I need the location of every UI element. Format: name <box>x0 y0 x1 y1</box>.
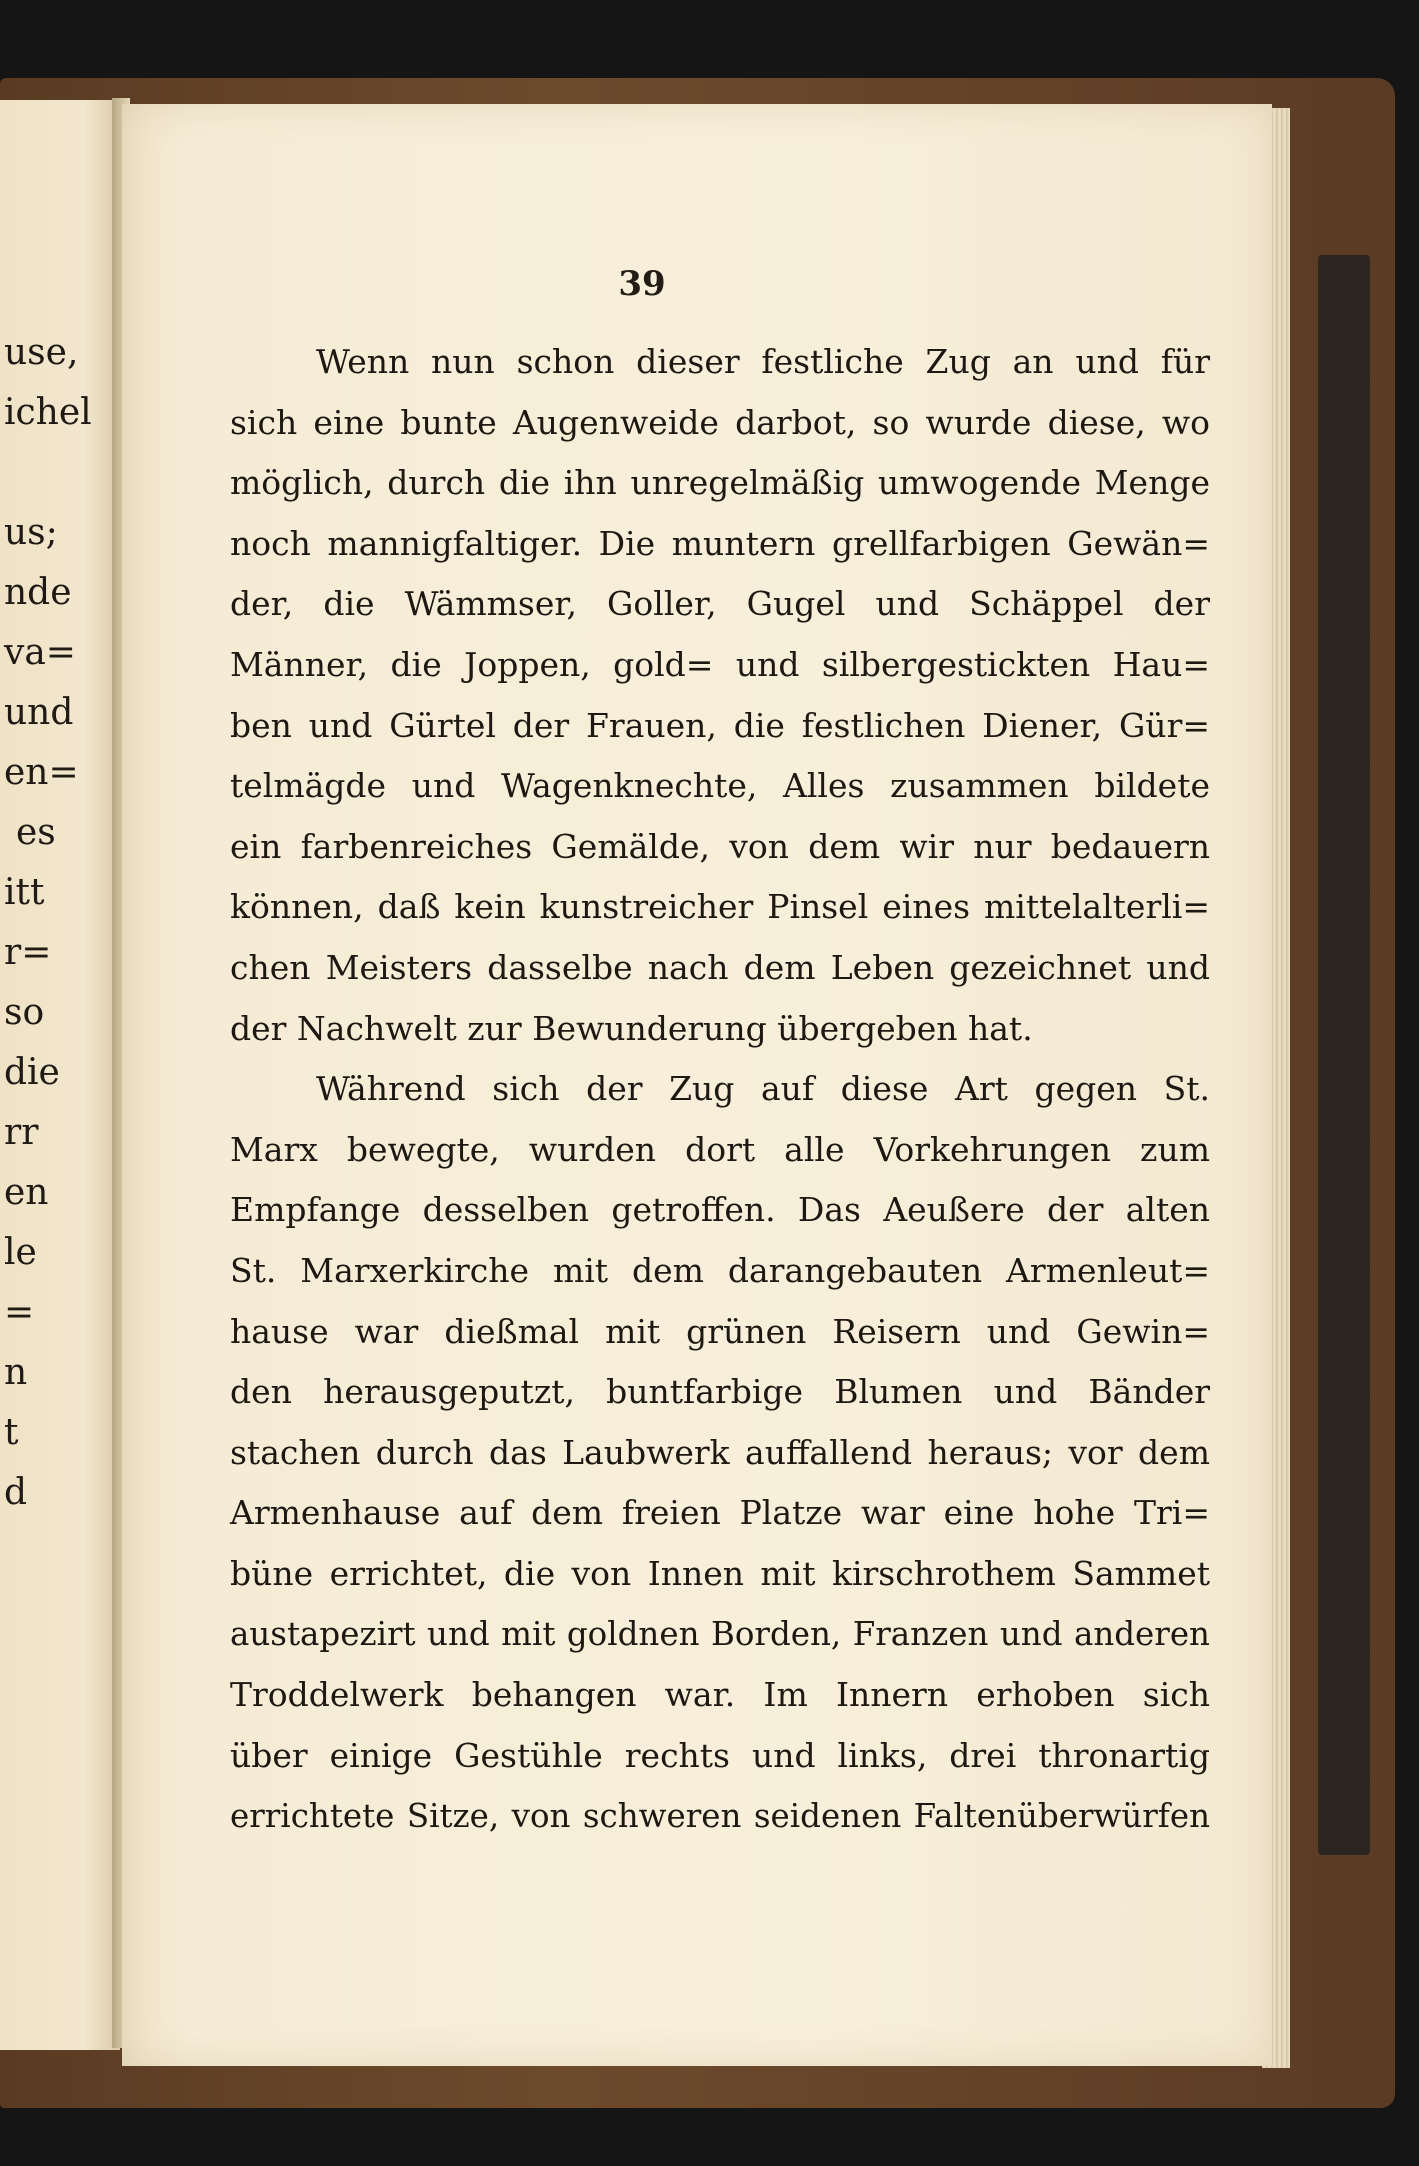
text-line: Empfange desselben getroffen. Das Aeußere der alten <box>230 1190 1210 1230</box>
left-page-fragment: d <box>4 1472 28 1513</box>
left-page-fragment: va= <box>4 632 76 673</box>
text-line: Männer, die Joppen, gold= und silbergestickten Hau= <box>230 644 1210 684</box>
left-page-fragment: itt <box>4 872 45 913</box>
text-line: möglich, durch die ihn unregelmäßig umwogende Menge <box>230 463 1210 503</box>
text-line: Marx bewegte, wurden dort alle Vorkehrungen zum <box>230 1129 1210 1169</box>
left-page-fragment: en= <box>4 752 79 793</box>
left-page-fragment: t <box>4 1412 19 1453</box>
text-line: noch mannigfaltiger. Die muntern grellfarbigen Gewän= <box>230 523 1210 563</box>
left-page-fragment: le <box>4 1232 37 1273</box>
left-page-fragment: r= <box>4 932 52 973</box>
text-line: telmägde und Wagenknechte, Alles zusammen bildete <box>230 766 1210 806</box>
text-line: ben und Gürtel der Frauen, die festlichen Diener, Gür= <box>230 705 1210 745</box>
text-line: können, daß kein kunstreicher Pinsel eines mittelalterli= <box>230 887 1210 927</box>
right-page <box>122 104 1272 2066</box>
text-line: Troddelwerk behangen war. Im Innern erhoben sich <box>230 1675 1210 1715</box>
text-line: hause war dießmal mit grünen Reisern und Gewin= <box>230 1311 1210 1351</box>
left-page <box>0 100 120 2050</box>
text-line: sich eine bunte Augenweide darbot, so wurde diese, wo <box>230 402 1210 442</box>
text-line: über einige Gestühle rechts und links, drei thronartig <box>230 1735 1210 1775</box>
left-page-fragment: en <box>4 1172 49 1213</box>
text-line: büne errichtet, die von Innen mit kirschrothem Sammet <box>230 1553 1210 1593</box>
text-line: Während sich der Zug auf diese Art gegen St. <box>316 1069 1210 1109</box>
left-page-fragment: rr <box>4 1112 39 1153</box>
left-page-fragment: es <box>16 812 56 853</box>
text-line: Wenn nun schon dieser festliche Zug an und für <box>316 342 1210 381</box>
page-text <box>230 332 1210 1847</box>
left-page-fragment: so <box>4 992 45 1033</box>
text-line: chen Meisters dasselbe nach dem Leben gezeichnet und <box>230 947 1210 987</box>
text-line: errichtete Sitze, von schweren seidenen Faltenüberwürfen <box>230 1797 1210 1836</box>
left-page-fragment: und <box>4 692 74 733</box>
left-page-fragment: nde <box>4 572 72 613</box>
left-page-fragment: die <box>4 1052 60 1093</box>
left-page-fragment: us; <box>4 512 58 553</box>
text-line: der Nachwelt zur Bewunderung übergeben hat. <box>230 1008 1033 1048</box>
text-line: St. Marxerkirche mit dem darangebauten Armenleut= <box>230 1250 1210 1290</box>
left-page-fragment: use, <box>4 332 79 373</box>
text-line: den herausgeputzt, buntfarbige Blumen und Bänder <box>230 1372 1210 1412</box>
left-page-fragment: n <box>4 1352 28 1393</box>
text-line: der, die Wämmser, Goller, Gugel und Schäppel der <box>230 584 1210 624</box>
left-page-fragment: ichel <box>4 392 92 433</box>
left-page-fragment: = <box>4 1292 35 1333</box>
page-number: 39 <box>618 264 666 304</box>
text-line: austapezirt und mit goldnen Borden, Franzen und anderen <box>230 1615 1210 1654</box>
text-line: ein farbenreiches Gemälde, von dem wir nur bedauern <box>230 826 1210 866</box>
cover-edge <box>1318 255 1370 1855</box>
text-line: stachen durch das Laubwerk auffallend heraus; vor dem <box>230 1432 1210 1472</box>
text-line: Armenhause auf dem freien Platze war eine hohe Tri= <box>230 1493 1210 1533</box>
